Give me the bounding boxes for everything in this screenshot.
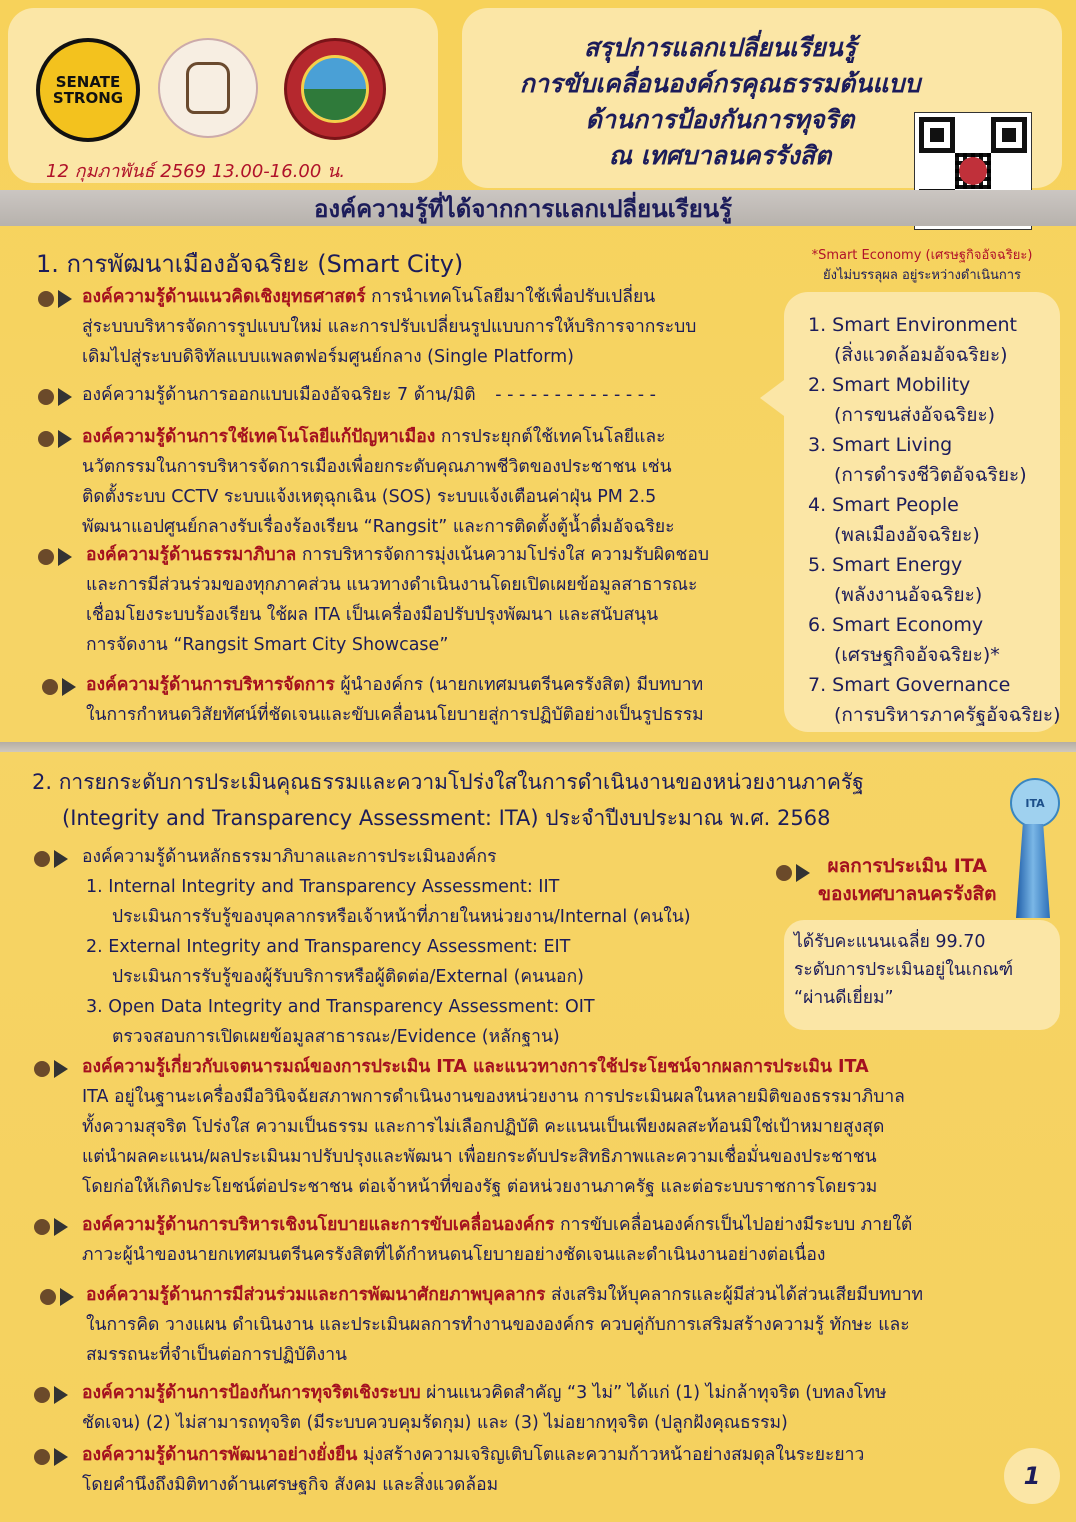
bullet-arrow-icon bbox=[34, 1446, 74, 1468]
bullet-arrow-icon bbox=[34, 1216, 74, 1238]
s2-bullet-sustainability: องค์ความรู้ด้านการพัฒนาอย่างยั่งยืน มุ่งสร้างความเจริญเติบโตและความก้าวหน้าอย่างสมดุลในระยะยาว โดยคำนึงถึงมิติทางด้านเศรษฐกิจ สังคม และสิ่งแวดล้อม bbox=[82, 1445, 865, 1495]
s1-bullet-design: องค์ความรู้ด้านการออกแบบเมืองอัจฉริยะ 7 ด้าน/มิติ - - - - - - - - - - - - - - bbox=[82, 385, 656, 405]
page-title: สรุปการแลกเปลี่ยนเรียนรู้ การขับเคลื่อนองค์กรคุณธรรมต้นแบบ ด้านการป้องกันการทุจริต ณ เทศบาลนครรังสิต bbox=[519, 33, 921, 170]
list-item: 6. Smart Economy bbox=[808, 614, 984, 636]
list-item: 4. Smart People bbox=[808, 494, 959, 516]
bullet-arrow-icon bbox=[38, 288, 78, 310]
pointer-arrow-icon bbox=[760, 380, 784, 416]
s2-bullet-policy: องค์ความรู้ด้านการบริหารเชิงนโยบายและการขับเคลื่อนองค์กร การขับเคลื่อนองค์กรเป็นไปอย่างมีระบบ ภายใต้ ภาวะผู้นำของนายกเทศมนตรีนครรังสิตที่ได้กำหนดนโยบายอย่างชัดเจนและดำเนินงานอย่างต่อเนื่อง bbox=[82, 1215, 913, 1265]
ita-result-title: ผลการประเมิน ITA ของเทศบาลนครรังสิต bbox=[818, 855, 997, 905]
bullet-arrow-icon bbox=[34, 1058, 74, 1080]
page-number: 1 bbox=[1004, 1448, 1060, 1504]
assessment-list: 1. Internal Integrity and Transparency Assessment: IIT ประเมินการรับรู้ของบุคลากรหรือเจ้าหน้าที่ภายในหน่วยงาน/Internal (คนใน) 2. External Integrity and Transparency Assessment: EIT ประเมินการรับรู้ของผู้รับบริการหรือผู้ติดต่อ/External (คนนอก) 3. Open Data Integrity and Transparency Assessment: OIT ตรวจสอบการเปิดเผยข้อมูลสาธารณะ/Evidence (หลักฐาน) bbox=[86, 872, 691, 1052]
rangsit-municipality-logo bbox=[284, 38, 386, 140]
list-item: 5. Smart Energy bbox=[808, 554, 963, 576]
strong-fist-logo bbox=[158, 38, 258, 138]
bullet-arrow-icon bbox=[38, 428, 78, 450]
ita-result-text: ได้รับคะแนนเฉลี่ย 99.70 ระดับการประเมินอยู่ในเกณฑ์ “ผ่านดีเยี่ยม” bbox=[794, 932, 1014, 1008]
list-item: 2. Smart Mobility bbox=[808, 374, 971, 396]
bullet-arrow-icon bbox=[38, 386, 78, 408]
list-item: 7. Smart Governance bbox=[808, 674, 1011, 696]
s2-bullet-assessment: องค์ความรู้ด้านหลักธรรมาภิบาลและการประเมินองค์กร bbox=[82, 847, 497, 867]
smart-economy-note: *Smart Economy (เศรษฐกิจอัจฉริยะ) ยังไม่บรรลุผล อยู่ระหว่างดำเนินการ bbox=[811, 248, 1033, 283]
s1-bullet-governance: องค์ความรู้ด้านธรรมาภิบาล การบริหารจัดการมุ่งเน้นความโปร่งใส ความรับผิดชอบ และการมีส่วนร่วมของทุกภาคส่วน แนวทางดำเนินงานโดยเปิดเผยข้อมูลสาธารณะ เชื่อมโยงระบบร้องเรียน ใช้ผล ITA เป็นเครื่องมือปรับปรุงพัฒนา และสนับสนุน การจัดงาน “Rangsit Smart City Showcase” bbox=[86, 545, 709, 655]
s1-bullet-management: องค์ความรู้ด้านการบริหารจัดการ ผู้นำองค์กร (นายกเทศมนตรีนครรังสิต) มีบทบาท ในการกำหนดวิสัยทัศน์ที่ชัดเจนและขับเคลื่อนนโยบายสู่การปฏิบัติอย่างเป็นรูปธรรม bbox=[86, 675, 704, 725]
city-emblem-icon bbox=[301, 55, 369, 123]
list-item: 3. Open Data Integrity and Transparency Assessment: OIT bbox=[86, 997, 595, 1017]
ita-trophy-icon: ITA bbox=[1002, 778, 1060, 918]
section1-title: 1. การพัฒนาเมืองอัจฉริยะ (Smart City) bbox=[36, 250, 464, 278]
list-item: 1. Internal Integrity and Transparency Assessment: IIT bbox=[86, 877, 560, 897]
bullet-arrow-icon bbox=[42, 676, 82, 698]
bullet-arrow-icon bbox=[34, 1384, 74, 1406]
list-item: 2. External Integrity and Transparency Assessment: EIT bbox=[86, 937, 571, 957]
event-date: 12 กุมภาพันธ์ 2569 13.00-16.00 น. bbox=[46, 161, 346, 182]
smart-dimensions-list: 1. Smart Environment (สิ่งแวดล้อมอัจฉริยะ) 2. Smart Mobility (การขนส่งอัจฉริยะ) 3. Smart Living (การดำรงชีวิตอัจฉริยะ) 4. Smart People (พลเมืองอัจฉริยะ) 5. Smart Energy (พลังงานอัจฉริยะ) 6. Smart Economy (เศรษฐกิจอัจฉริยะ)* 7. Smart Governance (การบริหารภาครัฐอัจฉริยะ) bbox=[808, 310, 1061, 730]
section-divider bbox=[0, 742, 1076, 752]
senate-strong-logo: SENATE STRONG bbox=[36, 38, 140, 142]
fist-icon bbox=[186, 62, 230, 114]
s1-bullet-strategy: องค์ความรู้ด้านแนวคิดเชิงยุทธศาสตร์ การนำเทคโนโลยีมาใช้เพื่อปรับเปลี่ยน สู่ระบบบริหารจัดการรูปแบบใหม่ และการปรับเปลี่ยนรูปแบบการให้บริการจากระบบ เดิมไปสู่ระบบดิจิทัลแบบแพลตฟอร์มศูนย์กลาง (Single Platform) bbox=[82, 287, 697, 367]
bullet-arrow-icon bbox=[40, 1286, 80, 1308]
section2-title: 2. การยกระดับการประเมินคุณธรรมและความโปร่งใสในการดำเนินงานของหน่วยงานภาครัฐ (Integrity and Transparency Assessment: ITA) ประจำปีงบประมาณ พ.ศ. 2568 bbox=[32, 770, 864, 830]
s2-bullet-intent: องค์ความรู้เกี่ยวกับเจตนารมณ์ของการประเมิน ITA และแนวทางการใช้ประโยชน์จากผลการประเมิน ITA ITA อยู่ในฐานะเครื่องมือวินิจฉัยสภาพการดำเนินงานของหน่วยงาน การประเมินผลในหลายมิติของธรรมาภิบาล ทั้งความสุจริต โปร่งใส ความเป็นธรรม และการไม่เลือกปฏิบัติ คะแนนเป็นเพียงผลสะท้อนมิใช่เป้าหมายสูงสุด แต่นำผลคะแนน/ผลประเมินมาปรับปรุงและพัฒนา เพื่อยกระดับประสิทธิภาพและความเชื่อมั่นของประชาชน โดยก่อให้เกิดประโยชน์ต่อประชาชน ต่อเจ้าหน้าที่ของรัฐ ต่อหน่วยงานภาครัฐ และต่อระบบราชการโดยรวม bbox=[82, 1057, 905, 1197]
s2-bullet-participation: องค์ความรู้ด้านการมีส่วนร่วมและการพัฒนาศักยภาพบุคลากร ส่งเสริมให้บุคลากรและผู้มีส่วนได้ส่วนเสียมีบทบาท ในการคิด วางแผน ดำเนินงาน และประเมินผลการทำงานขององค์กร ควบคู่กับการเสริมสร้างความรู้ ทักษะ และ สมรรถนะที่จำเป็นต่อการปฏิบัติงาน bbox=[86, 1285, 924, 1365]
bullet-arrow-icon bbox=[34, 848, 74, 870]
list-item: 3. Smart Living bbox=[808, 434, 953, 456]
knowledge-banner: องค์ความรู้ที่ได้จากการแลกเปลี่ยนเรียนรู้ bbox=[0, 190, 1076, 226]
s2-bullet-anticorruption: องค์ความรู้ด้านการป้องกันการทุจริตเชิงระบบ ผ่านแนวคิดสำคัญ “3 ไม่” ได้แก่ (1) ไม่กล้าทุจริต (บทลงโทษ ชัดเจน) (2) ไม่สามารถทุจริต (มีระบบควบคุมรัดกุม) และ (3) ไม่อยากทุจริต (ปลูกฝังคุณธรรม) bbox=[82, 1383, 887, 1433]
bullet-arrow-icon bbox=[776, 862, 816, 884]
list-item: 1. Smart Environment bbox=[808, 314, 1017, 336]
s1-bullet-technology: องค์ความรู้ด้านการใช้เทคโนโลยีแก้ปัญหาเมือง การประยุกต์ใช้เทคโนโลยีและ นวัตกรรมในการบริหารจัดการเมืองเพื่อยกระดับคุณภาพชีวิตของประชาชน เช่น ติดตั้งระบบ CCTV ระบบแจ้งเหตุฉุกเฉิน (SOS) ระบบแจ้งเตือนค่าฝุ่น PM 2.5 พัฒนาแอปศูนย์กลางรับเรื่องร้องเรียน “Rangsit” และการติดตั้งตู้น้ำดื่มอัจฉริยะ bbox=[82, 427, 675, 537]
bullet-arrow-icon bbox=[38, 546, 78, 568]
